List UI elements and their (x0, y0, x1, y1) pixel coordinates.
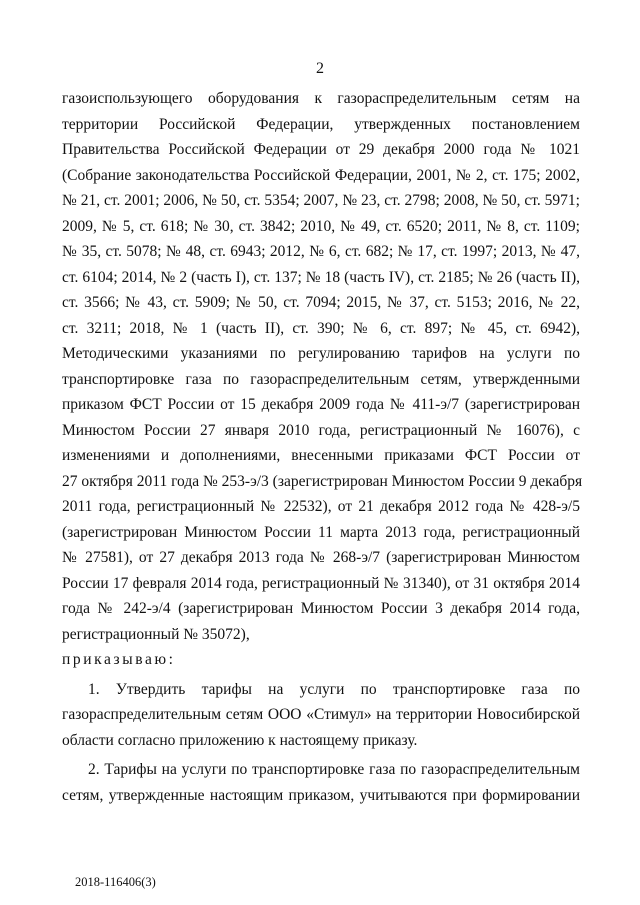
text-line: № 21, ст. 2001; 2006, № 50, ст. 5354; 2007, № 23, ст. 2798; 2008, № 50, ст. 5971; (62, 192, 580, 209)
item-2-line: 2. Тарифы на услуги по транспортировке газа по газораспределительным (88, 761, 580, 778)
text-line: года № 242-э/4 (зарегистрирован Минюстом России 3 декабря 2014 года, (62, 600, 580, 617)
text-line: ст. 6104; 2014, № 2 (часть I), ст. 137; № 18 (часть IV), ст. 2185; № 26 (часть II), (62, 268, 580, 286)
text-line: изменениями и дополнениями, внесенными приказами ФСТ России от (62, 447, 580, 464)
text-line: 2009, № 5, ст. 618; № 30, ст. 3842; 2010, № 49, ст. 6520; 2011, № 8, ст. 1109; (62, 217, 580, 235)
item-1-line: газораспределительным сетям ООО «Стимул» на территории Новосибирской (62, 706, 580, 723)
text-line: регистрационный № 35072), (62, 625, 250, 643)
page-number: 2 (316, 60, 324, 77)
text-line: ст. 3211; 2018, № 1 (часть II), ст. 390; № 6, ст. 897; № 45, ст. 6942), (62, 319, 580, 337)
item-2-line: сетям, утвержденные настоящим приказом, учитываются при формировании (62, 786, 580, 804)
text-line: приказом ФСТ России от 15 декабря 2009 года № 411-э/7 (зарегистрирован (62, 396, 580, 413)
document-code: 2018-116406(3) (75, 875, 156, 889)
text-line: 27 октября 2011 года № 253-э/3 (зарегистрирован Минюстом России 9 декабря (62, 472, 583, 490)
text-line: 2011 года, регистрационный № 22532), от 21 декабря 2012 года № 428-э/5 (62, 498, 580, 515)
document-body (62, 86, 583, 808)
text-line: (Собрание законодательства Российской Федерации, 2001, № 2, ст. 175; 2002, (62, 166, 580, 184)
text-line: (зарегистрирован Минюстом России 11 марта 2013 года, регистрационный (62, 523, 580, 541)
order-word: приказываю: (62, 651, 176, 668)
text-line: Минюстом России 27 января 2010 года, регистрационный № 16076), с (62, 421, 580, 439)
text-line: транспортировке газа по газораспределительным сетям, утвержденными (62, 370, 580, 388)
text-line: ст. 3566; № 43, ст. 5909; № 50, ст. 7094; 2015, № 37, ст. 5153; 2016, № 22, (62, 294, 580, 311)
text-line: № 35, ст. 5078; № 48, ст. 6943; 2012, № 6, ст. 682; № 17, ст. 1997; 2013, № 47, (62, 243, 580, 260)
text-line: Методическими указаниями по регулированию тарифов на услуги по (62, 345, 580, 362)
item-1-line: 1. Утвердить тарифы на услуги по транспортировке газа по (88, 680, 580, 698)
item-1-line: области согласно приложению к настоящему приказу. (62, 731, 418, 749)
text-line: России 17 февраля 2014 года, регистрационный № 31340), от 31 октября 2014 (62, 574, 580, 592)
text-line: газоиспользующего оборудования к газораспределительным сетям на (62, 90, 580, 107)
text-line: Правительства Российской Федерации от 29 декабря 2000 года № 1021 (62, 141, 580, 158)
text-line: территории Российской Федерации, утвержденных постановлением (62, 115, 580, 133)
text-line: № 27581), от 27 декабря 2013 года № 268-э/7 (зарегистрирован Минюстом (62, 549, 580, 566)
